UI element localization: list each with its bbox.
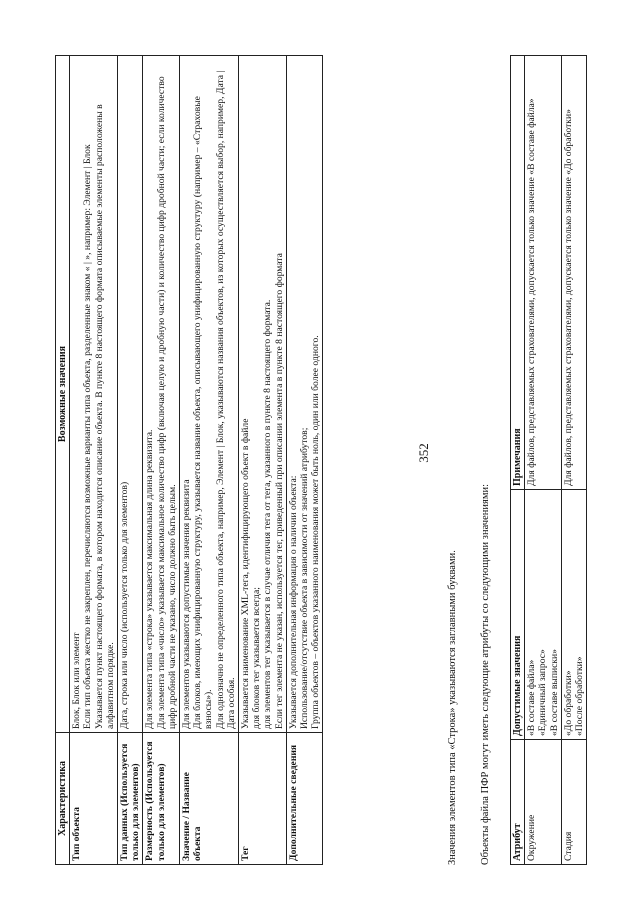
row-values <box>239 56 287 733</box>
value-line: для блоков тег указывается всегда; <box>251 587 263 729</box>
row-values <box>143 56 180 733</box>
value-line: для элементов тег указывается в случае отличия тега от тега, указанного в пункте 8 настоящего формата. <box>262 299 274 729</box>
header-attribute: Атрибут <box>511 740 525 865</box>
value-line: Если тег элемента не указан, используется тег, приведенный при описании элемента в пункте 8 настоящего формата <box>273 253 285 729</box>
value-line: Использование/отсутствие объекта в зависимости от значений атрибутов; <box>299 427 311 729</box>
attribute-name: Стадия <box>561 740 586 865</box>
header-possible-values: Возможные значения <box>56 56 70 733</box>
value-line: Указывается наименование XML-тега, идентифицирующего объект в файле <box>240 418 252 729</box>
row-name: Размерность (Используется только для элементов) <box>143 733 180 865</box>
value-line: «После обработки» <box>574 656 586 736</box>
value-line: Группа объектов – объектов указанного наименования может быть ноль, один или более одного. <box>310 335 322 729</box>
value-line: Дата, строка или число (используется только для элементов) <box>119 481 131 729</box>
value-line: «Единичный запрос» <box>537 649 549 736</box>
row-values <box>180 56 239 733</box>
attributes-table <box>510 55 587 865</box>
value-line: Указывается пункт настоящего формата, в котором находится описание объекта. В пункте 8 настоящего формата описываемые элементы расположены в алфавитном порядке. <box>93 104 116 729</box>
header-characteristic: Характеристика <box>56 733 70 865</box>
row-name: Тег <box>239 733 287 865</box>
attribute-note: Для файлов, представляемых страхователями, допускается только значение «До обработки» <box>561 56 586 490</box>
allowed-values <box>525 490 562 740</box>
table-header-row <box>511 56 525 865</box>
attribute-note: Для файлов, представляемых страхователями, допускается только значение «В составе файла» <box>525 56 562 490</box>
table-row <box>143 56 180 865</box>
table-row <box>561 56 586 865</box>
table-row <box>118 56 143 865</box>
table-header-row <box>56 56 70 865</box>
value-line: Указывается дополнительная информация о наличии объекта: <box>287 475 299 729</box>
row-name: Тип объекта <box>70 733 118 865</box>
row-values <box>70 56 118 733</box>
attributes-intro: Объекты файла ПФР могут иметь следующие атрибуты со следующими значениями: <box>480 484 491 865</box>
row-values <box>118 56 143 733</box>
value-line: Если тип объекта жестко не закреплен, перечисляются возможные варианты типа объекта, разделенные знаком « | », например: Элемент | Блок <box>82 144 94 729</box>
value-line: Блок, Блок или элемент <box>71 632 83 729</box>
table-row <box>239 56 287 865</box>
header-notes: Примечания <box>511 56 525 490</box>
value-line: Для элемента типа «число» указывается максимальное количество цифр (включая целую и дробную части) и количество цифр дробной части; если количество цифр дробной части не указано, число должно быть целым. <box>155 76 178 729</box>
value-line: «В составе файла» <box>526 659 538 736</box>
value-line: Для элементов указываются допустимые значения реквизита <box>181 479 193 729</box>
object-characteristics-table <box>55 55 323 865</box>
value-line: Для элемента типа «строка» указывается максимальная длина реквизита. <box>144 429 156 729</box>
value-line: Для однозначно не определенного типа объекта, например, Элемент | Блок, указываются названия объектов, из которых осуществляется выбор, например, Дата | Дата особая. <box>214 70 237 729</box>
table-row <box>70 56 118 865</box>
value-line: Для блоков, имеющих унифицированную структуру, указывается название объекта, описывающего унифицированную структуру (например – «Страховые взносы»). <box>192 96 215 729</box>
rotated-page-content <box>55 55 595 865</box>
row-name: Тип данных (Используется только для элементов) <box>118 733 143 865</box>
table-row <box>525 56 562 865</box>
value-line: «До обработки» <box>562 670 574 736</box>
attribute-name: Окружение <box>525 740 562 865</box>
table-row <box>180 56 239 865</box>
uppercase-note: Значения элементов типа «Строка» указываются заглавными буквами. <box>447 550 458 865</box>
page-number: 352 <box>416 443 431 463</box>
table-row <box>286 56 323 865</box>
value-line: «В составе выписки» <box>548 649 560 736</box>
row-values <box>286 56 323 733</box>
row-name: Дополнительные сведения <box>286 733 323 865</box>
row-name: Значение / Название объекта <box>180 733 239 865</box>
header-allowed-values: Допустимые значения <box>511 490 525 740</box>
allowed-values <box>561 490 586 740</box>
